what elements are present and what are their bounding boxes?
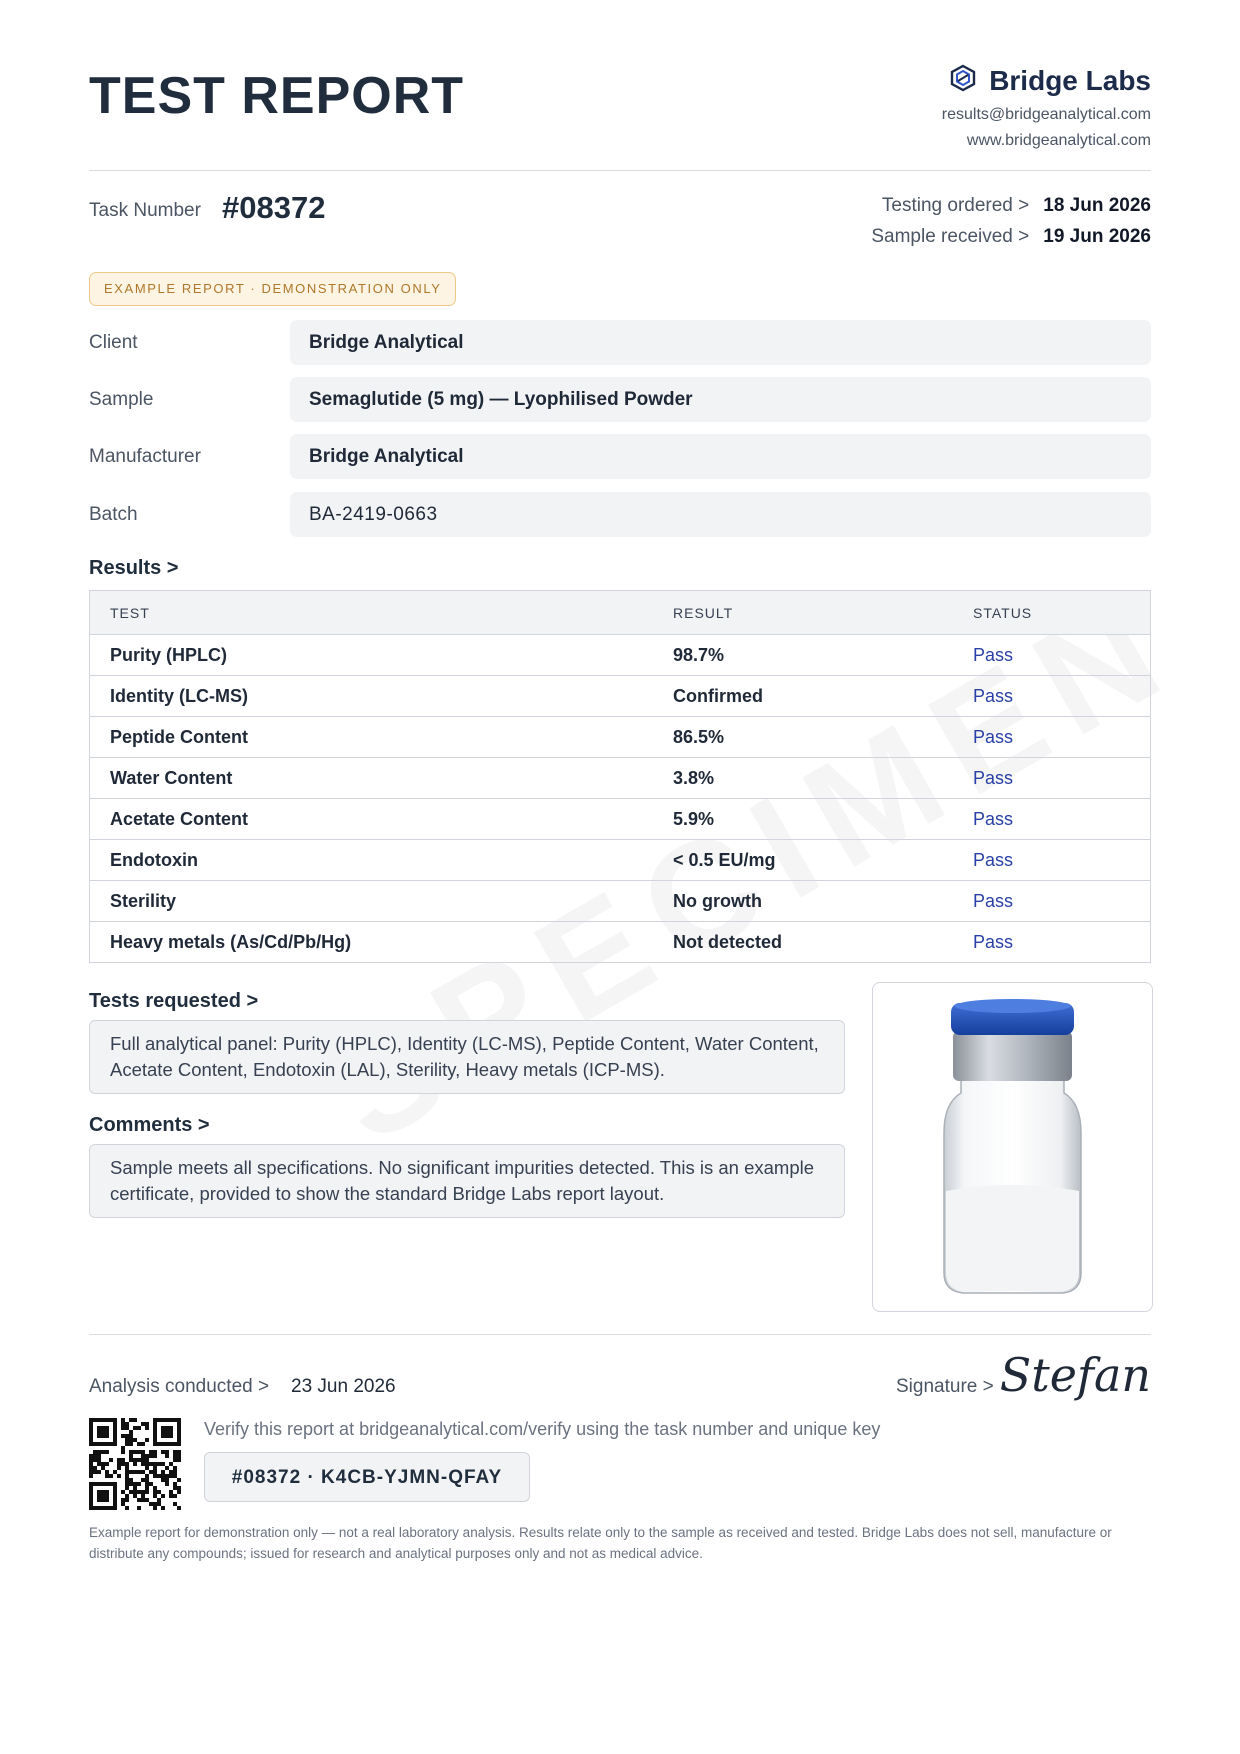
disclaimer: Example report for demonstration only — not a real laboratory analysis. Results relate only to the sample as received and tested. Bridge Labs does not sell, manufacture or distribute any compounds; issued for research and analytical purposes only and not as medical advice. (89, 1525, 1112, 1561)
table-row (90, 676, 1151, 717)
column-header-test: TEST (90, 591, 654, 635)
contact-website[interactable]: www.bridgeanalytical.com (966, 132, 1151, 149)
table-header-row (90, 591, 1151, 635)
test-status: Pass (953, 758, 1151, 799)
tests-requested-text: Full analytical panel: Purity (HPLC), Identity (LC-MS), Peptide Content, Water Content, Acetate Content, Endotoxin (LAL), Sterility, Heavy metals (ICP-MS). (89, 1020, 845, 1094)
test-result: 5.9% (653, 799, 953, 840)
example-badge: EXAMPLE REPORT · DEMONSTRATION ONLY (89, 272, 456, 306)
manufacturer-value: Bridge Analytical (290, 434, 1151, 479)
sample-received-label: Sample received > (871, 226, 1030, 247)
table-row (90, 840, 1151, 881)
test-result: 86.5% (653, 717, 953, 758)
table-row (90, 799, 1151, 840)
vial-image (872, 982, 1153, 1312)
test-status: Pass (953, 922, 1151, 963)
test-name: Sterility (90, 881, 654, 922)
test-result: 98.7% (653, 635, 953, 676)
test-status: Pass (953, 881, 1151, 922)
batch-label: Batch (89, 504, 138, 525)
task-number-label: Task Number (89, 200, 201, 221)
test-name: Heavy metals (As/Cd/Pb/Hg) (90, 922, 654, 963)
test-name: Purity (HPLC) (90, 635, 654, 676)
dates-block (871, 190, 1151, 252)
test-result: Not detected (653, 922, 953, 963)
brand-name: Bridge Labs (989, 64, 1151, 96)
testing-ordered-label: Testing ordered > (881, 195, 1030, 216)
analysis-label: Analysis conducted > (89, 1376, 270, 1397)
test-name: Acetate Content (90, 799, 654, 840)
manufacturer-label: Manufacturer (89, 446, 201, 467)
signature: Stefan (999, 1348, 1151, 1402)
header-divider (89, 170, 1151, 171)
client-value: Bridge Analytical (290, 320, 1151, 365)
sample-label: Sample (89, 389, 154, 410)
results-heading: Results > (89, 557, 179, 579)
test-status: Pass (953, 676, 1151, 717)
table-row (90, 717, 1151, 758)
batch-value: BA-2419-0663 (290, 492, 1151, 537)
test-name: Peptide Content (90, 717, 654, 758)
sample-value: Semaglutide (5 mg) — Lyophilised Powder (290, 377, 1151, 422)
task-number: #08372 (222, 190, 326, 225)
bridge-labs-logo-icon (949, 64, 977, 97)
tests-requested-heading: Tests requested > (89, 990, 259, 1012)
table-row (90, 922, 1151, 963)
signature-label: Signature > (896, 1376, 994, 1397)
verify-instructions: Verify this report at bridgeanalytical.com/verify using the task number and unique key (204, 1419, 881, 1439)
test-result: No growth (653, 881, 953, 922)
table-row (90, 758, 1151, 799)
sample-received-date: 19 Jun 2026 (1043, 226, 1151, 247)
table-row (90, 881, 1151, 922)
client-label: Client (89, 332, 138, 353)
test-status: Pass (953, 717, 1151, 758)
test-name: Identity (LC-MS) (90, 676, 654, 717)
comments-text: Sample meets all specifications. No significant impurities detected. This is an example certificate, provided to show the standard Bridge Labs report layout. (89, 1144, 845, 1218)
footer-divider (89, 1334, 1151, 1335)
column-header-status: STATUS (953, 591, 1151, 635)
test-status: Pass (953, 635, 1151, 676)
verification-key: #08372 · K4CB-YJMN-QFAY (204, 1452, 530, 1502)
column-header-result: RESULT (653, 591, 953, 635)
test-result: 3.8% (653, 758, 953, 799)
test-name: Endotoxin (90, 840, 654, 881)
test-name: Water Content (90, 758, 654, 799)
comments-heading: Comments > (89, 1114, 210, 1136)
testing-ordered-date: 18 Jun 2026 (1043, 195, 1151, 216)
table-row (90, 635, 1151, 676)
test-result: < 0.5 EU/mg (653, 840, 953, 881)
report-title: TEST REPORT (89, 67, 465, 125)
qr-code[interactable] (89, 1418, 181, 1515)
test-result: Confirmed (653, 676, 953, 717)
brand (949, 64, 1151, 97)
test-status: Pass (953, 840, 1151, 881)
contact-email[interactable]: results@bridgeanalytical.com (941, 106, 1151, 123)
results-table (89, 590, 1151, 963)
analysis-date: 23 Jun 2026 (291, 1376, 396, 1397)
test-status: Pass (953, 799, 1151, 840)
